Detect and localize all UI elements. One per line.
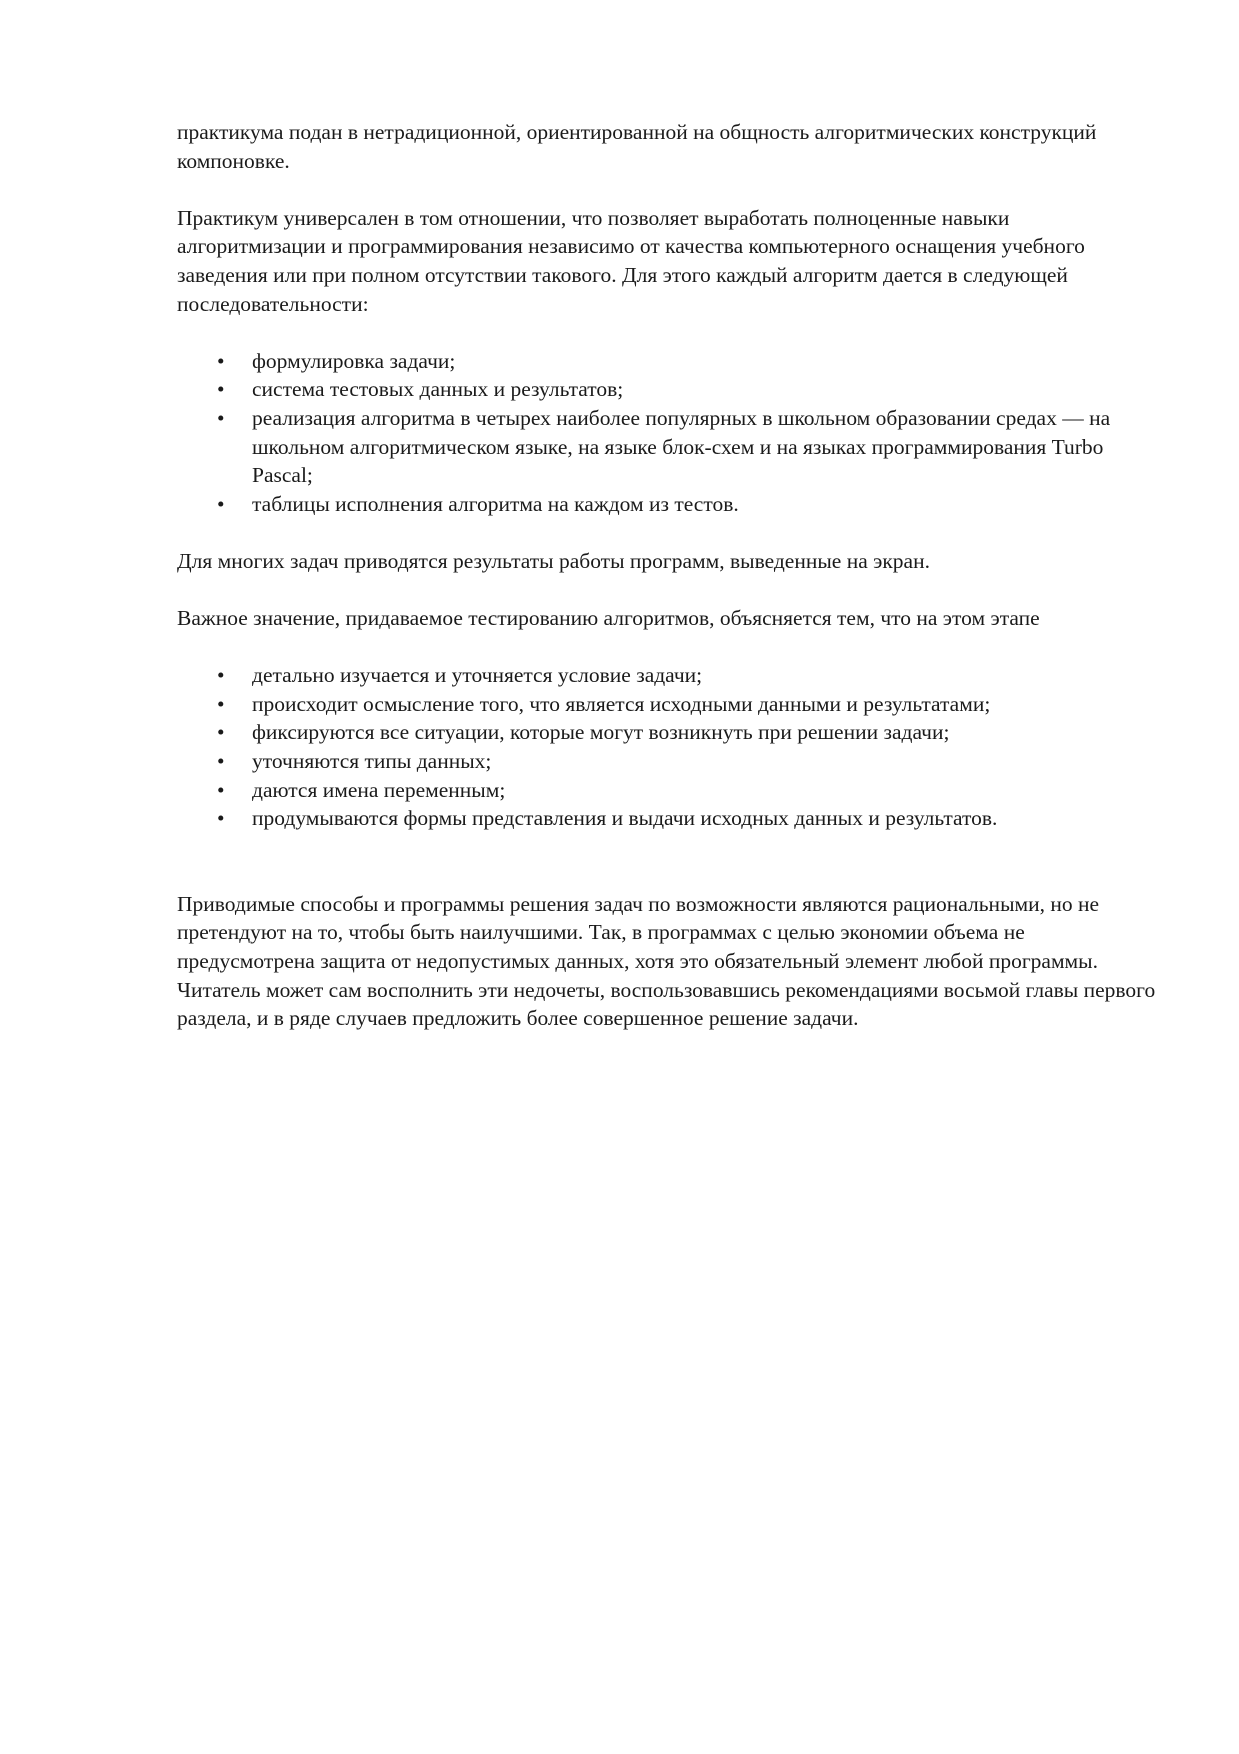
list-item [177, 690, 1157, 719]
bullet-icon: • [217, 749, 225, 774]
testing-stage-list [177, 661, 1157, 833]
list-item-text: детально изучается и уточняется условие задачи; [252, 663, 703, 688]
paragraph-intro: практикума подан в нетрадиционной, ориентированной на общность алгоритмических конструкций компоновке. [177, 120, 1097, 173]
list-item [177, 776, 1157, 805]
list-item-text: продумываются формы представления и выдачи исходных данных и результатов. [252, 806, 998, 831]
bullet-icon: • [217, 777, 225, 802]
paragraph-methods: Приводимые способы и программы решения задач по возможности являются рациональными, но не претендуют на то, чтобы быть наилучшими. Так, в программах с целью экономии объема не предусмотрена защита от недопустимых данных, хотя это обязательный элемент любой программы. Читатель может сам восполнить эти недочеты, воспользовавшись рекомендациями восьмой главы первого раздела, и в ряде случаев предложить более совершенное решение задачи. [177, 891, 1156, 1031]
list-item-text: даются имена переменным; [252, 777, 506, 802]
bullet-icon: • [217, 806, 225, 831]
document-page [177, 118, 1157, 1061]
list-item-text: фиксируются все ситуации, которые могут возникнуть при решении задачи; [252, 720, 950, 745]
paragraph-results: Для многих задач приводятся результаты работы программ, выведенные на экран. [177, 548, 930, 573]
bullet-icon: • [217, 377, 225, 402]
list-item [177, 375, 1157, 404]
list-item-text: реализация алгоритма в четырех наиболее популярных в школьном образовании средах — на школьном алгоритмическом языке, на языке блок-схем и на языках программирования Turbo Pascal; [252, 405, 1111, 488]
list-item [177, 718, 1157, 747]
bullet-icon: • [217, 405, 225, 430]
algorithm-sequence-list [177, 347, 1157, 519]
list-item-text: происходит осмысление того, что является исходными данными и результатами; [252, 691, 991, 716]
paragraph-testing: Важное значение, придаваемое тестированию алгоритмов, объясняется тем, что на этом этапе [177, 606, 1040, 631]
list-item-text: уточняются типы данных; [252, 749, 492, 774]
list-item [177, 747, 1157, 776]
bullet-icon: • [217, 663, 225, 688]
list-item-text: система тестовых данных и результатов; [252, 377, 624, 402]
bullet-icon: • [217, 691, 225, 716]
list-item [177, 804, 1157, 833]
bullet-icon: • [217, 720, 225, 745]
list-item [177, 490, 1157, 519]
list-item [177, 661, 1157, 690]
list-item-text: формулировка задачи; [252, 348, 456, 373]
paragraph-practicum: Практикум универсален в том отношении, что позволяет выработать полноценные навыки алгоритмизации и программирования независимо от качества компьютерного оснащения учебного заведения или при полном отсутствии такового. Для этого каждый алгоритм дается в следующей последовательности: [177, 205, 1085, 316]
list-item-text: таблицы исполнения алгоритма на каждом из тестов. [252, 491, 739, 516]
bullet-icon: • [217, 348, 225, 373]
list-item [177, 347, 1157, 376]
bullet-icon: • [217, 491, 225, 516]
list-item [177, 404, 1157, 490]
